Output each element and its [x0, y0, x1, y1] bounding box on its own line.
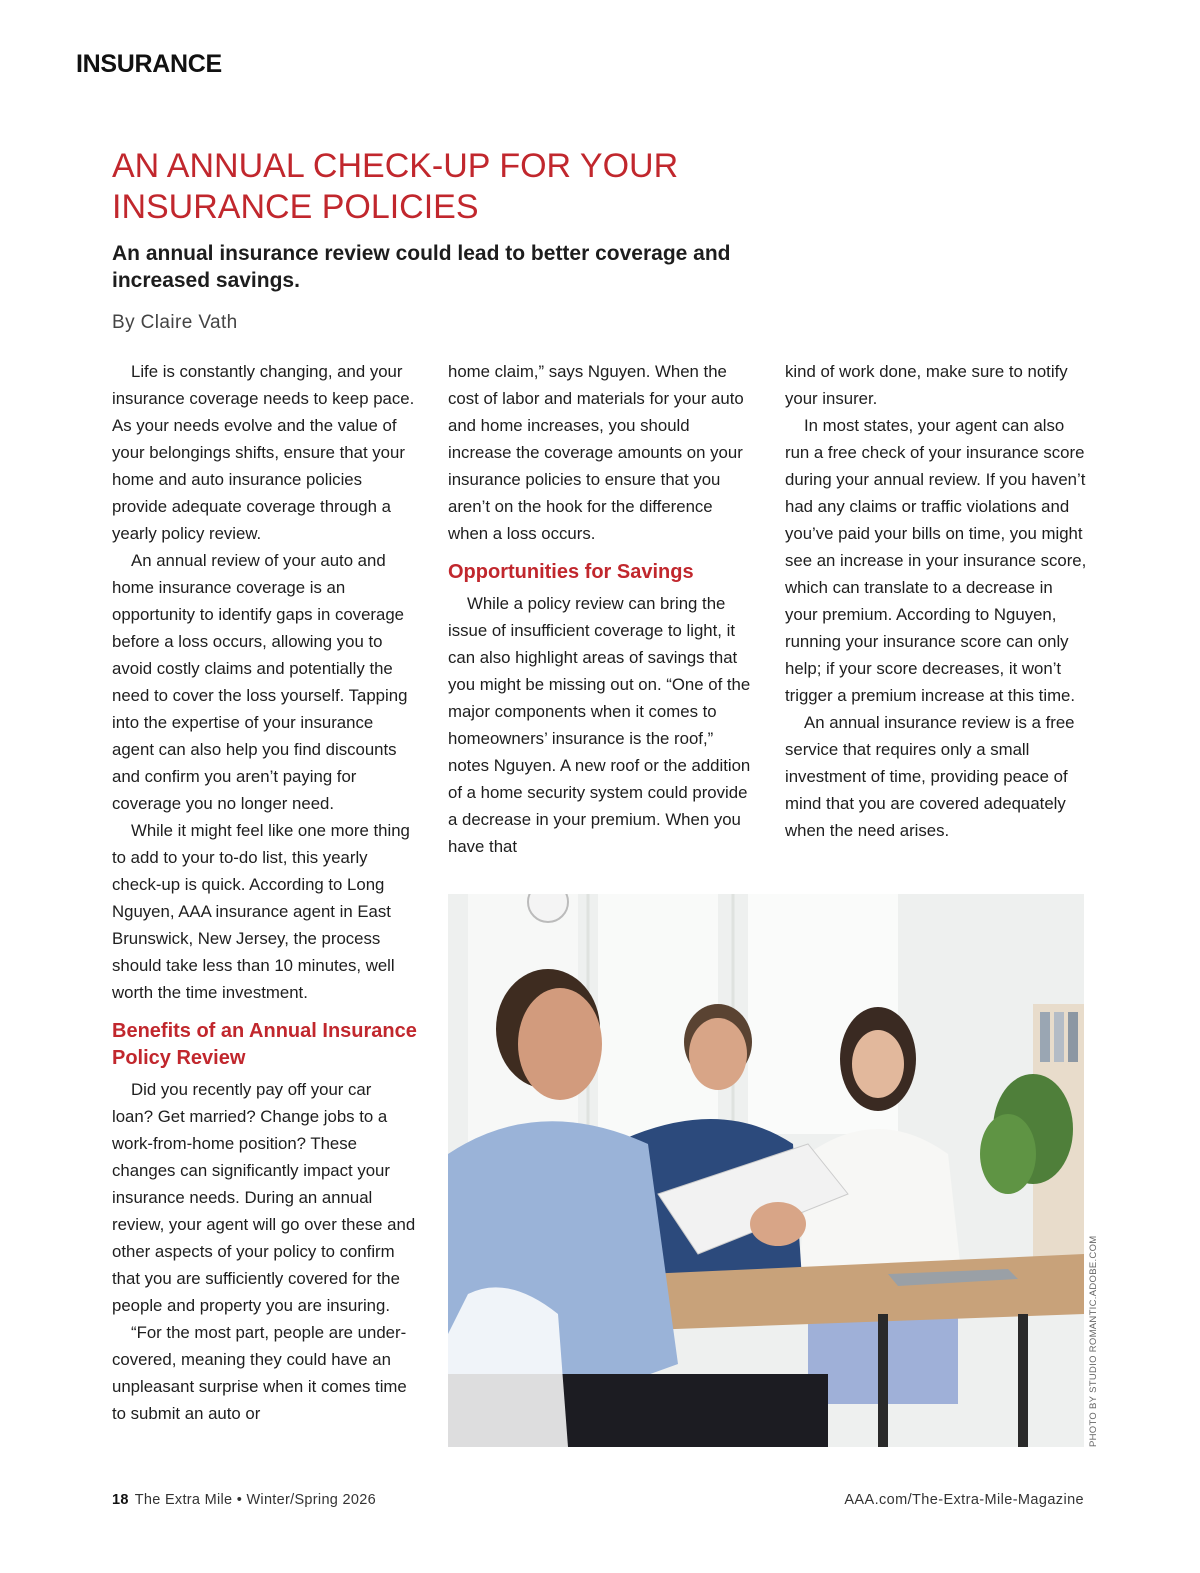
office-meeting-illustration — [448, 894, 1084, 1447]
text-column-3 — [785, 358, 1090, 844]
paragraph: home claim,” says Nguyen. When the cost of labor and materials for your auto and home increases, you should increase the coverage amounts on your insurance policies to ensure that you aren’t on the hook for the difference when a loss occurs. — [448, 362, 744, 543]
footer-left — [112, 1492, 376, 1508]
paragraph: While a policy review can bring the issue of insufficient coverage to light, it can also highlight areas of savings that you might be missing out on. “One of the major components when it comes to homeowners’ insurance is the roof,” notes Nguyen. A new roof or the addition of a home security system could provide a decrease in your premium. When you have that — [448, 594, 751, 856]
photo-credit: PHOTO BY STUDIO ROMANTIC.ADOBE.COM — [1088, 1235, 1099, 1447]
paragraph: kind of work done, make sure to notify your insurer. — [785, 362, 1068, 408]
paragraph: Life is constantly changing, and your insurance coverage needs to keep pace. As your needs evolve and the value of your belongings shifts, ensure that your home and auto insurance policies provide adequate coverage through a yearly policy review. — [112, 362, 415, 543]
article-subtitle: An annual insurance review could lead to better coverage and increased savings. — [112, 242, 731, 292]
paragraph: In most states, your agent can also run a free check of your insurance score during your annual review. If you haven’t had any claims or traffic violations and you’ve paid your bills on time, you might see an increase in your insurance score, which can translate to a decrease in your premium. According to Nguyen, running your insurance score can only help; if your score decreases, it won’t trigger a premium increase at this time. — [785, 416, 1087, 705]
paragraph: Did you recently pay off your car loan? Get married? Change jobs to a work-from-home position? These changes can significantly impact your insurance needs. During an annual review, your agent will go over these and other aspects of your policy to confirm that you are sufficiently covered for the people and property you are insuring. — [112, 1080, 416, 1315]
publication-info: The Extra Mile • Winter/Spring 2026 — [134, 1492, 376, 1508]
paragraph: While it might feel like one more thing to add to your to-do list, this yearly check-up is quick. According to Long Nguyen, AAA insurance agent in East Brunswick, New Jersey, the process should take less than 10 minutes, well worth the time investment. — [112, 821, 410, 1002]
article-photo — [448, 894, 1084, 1447]
text-column-2 — [448, 358, 753, 860]
footer-url[interactable]: AAA.com/The-Extra-Mile-Magazine — [844, 1492, 1084, 1508]
paragraph: An annual insurance review is a free service that requires only a small investment of time, providing peace of mind that you are covered adequately when the need arises. — [785, 713, 1075, 840]
byline: By Claire Vath — [112, 312, 238, 333]
text-column-1 — [112, 358, 417, 1427]
section-label: INSURANCE — [76, 50, 222, 78]
paragraph: “For the most part, people are under-covered, meaning they could have an unpleasant surprise when it comes time to submit an auto or — [112, 1323, 407, 1423]
section-heading: Benefits of an Annual Insurance Policy Review — [112, 1020, 417, 1069]
page-number: 18 — [112, 1492, 129, 1508]
section-heading: Opportunities for Savings — [448, 561, 694, 583]
paragraph: An annual review of your auto and home insurance coverage is an opportunity to identify gaps in coverage before a loss occurs, allowing you to avoid costly claims and potentially the need to cover the loss yourself. Tapping into the expertise of your insurance agent can also help you find discounts and confirm you aren’t paying for coverage you no longer need. — [112, 551, 408, 813]
article-title: AN ANNUAL CHECK-UP FOR YOUR INSURANCE POLICIES — [112, 147, 679, 226]
